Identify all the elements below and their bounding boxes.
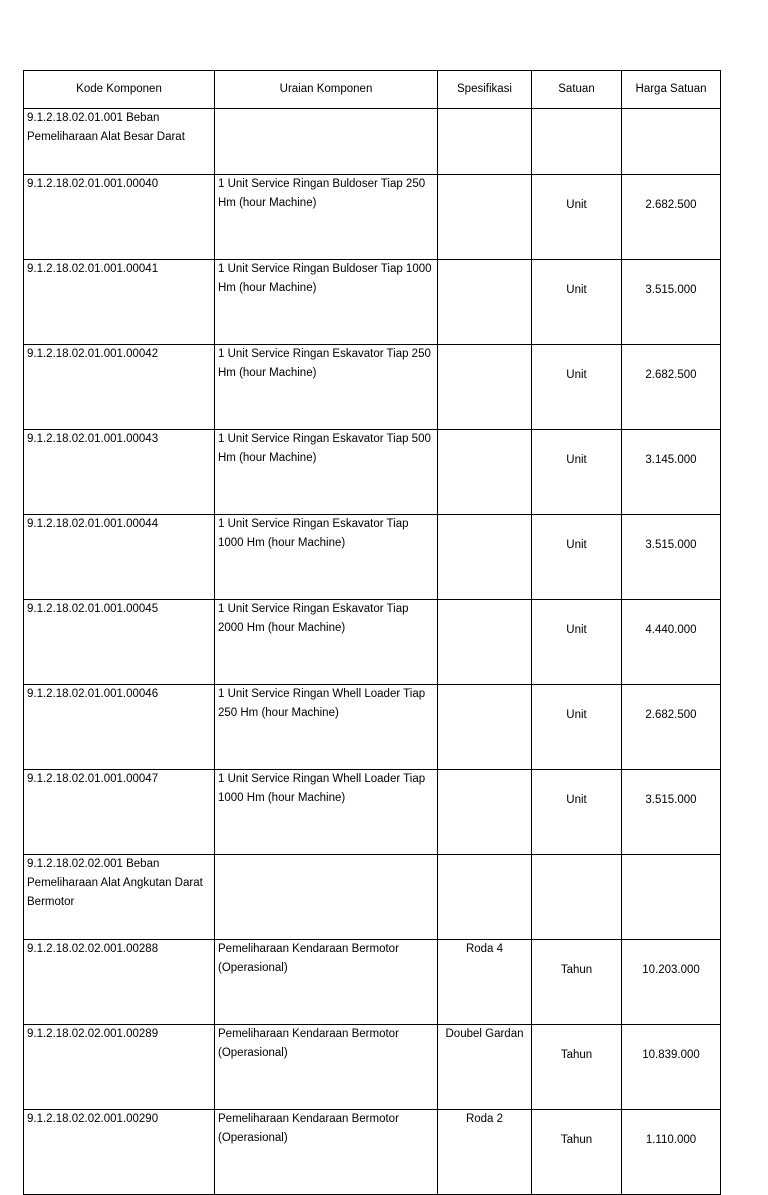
row-unit: Tahun — [532, 940, 622, 1025]
row-unit-price: 10.203.000 — [622, 940, 721, 1025]
row-unit-price — [622, 855, 721, 940]
row-specification — [438, 685, 532, 770]
row-code: 9.1.2.18.02.01.001.00045 — [24, 600, 215, 685]
header-unit: Satuan — [532, 71, 622, 109]
group-row — [24, 855, 721, 940]
row-unit-price: 10.839.000 — [622, 1025, 721, 1110]
row-code: 9.1.2.18.02.02.001.00289 — [24, 1025, 215, 1110]
row-unit-price: 3.145.000 — [622, 430, 721, 515]
table-row — [24, 260, 721, 345]
row-code: 9.1.2.18.02.01.001.00046 — [24, 685, 215, 770]
table-row — [24, 1025, 721, 1110]
row-description: Pemeliharaan Kendaraan Bermotor (Operasional) — [215, 1110, 438, 1195]
row-unit: Tahun — [532, 1025, 622, 1110]
row-specification: Doubel Gardan — [438, 1025, 532, 1110]
table-row — [24, 685, 721, 770]
row-unit-price — [622, 109, 721, 175]
table-row — [24, 1110, 721, 1195]
row-unit-price: 3.515.000 — [622, 515, 721, 600]
row-unit-price: 1.110.000 — [622, 1110, 721, 1195]
table-row — [24, 515, 721, 600]
row-unit: Unit — [532, 260, 622, 345]
row-specification — [438, 345, 532, 430]
row-unit-price: 2.682.500 — [622, 345, 721, 430]
row-code: 9.1.2.18.02.01.001.00042 — [24, 345, 215, 430]
row-specification: Roda 2 — [438, 1110, 532, 1195]
row-specification: Roda 4 — [438, 940, 532, 1025]
row-code: 9.1.2.18.02.01.001.00044 — [24, 515, 215, 600]
row-description: 1 Unit Service Ringan Eskavator Tiap 250 Hm (hour Machine) — [215, 345, 438, 430]
row-specification — [438, 430, 532, 515]
row-unit: Unit — [532, 600, 622, 685]
row-description: 1 Unit Service Ringan Whell Loader Tiap 1000 Hm (hour Machine) — [215, 770, 438, 855]
header-unit-price: Harga Satuan — [622, 71, 721, 109]
row-specification — [438, 109, 532, 175]
row-unit-price: 2.682.500 — [622, 685, 721, 770]
table-row — [24, 430, 721, 515]
row-unit — [532, 109, 622, 175]
row-description: 1 Unit Service Ringan Eskavator Tiap 2000 Hm (hour Machine) — [215, 600, 438, 685]
row-unit: Unit — [532, 685, 622, 770]
row-code: 9.1.2.18.02.01.001.00047 — [24, 770, 215, 855]
table-row — [24, 940, 721, 1025]
table-row — [24, 600, 721, 685]
row-description: 1 Unit Service Ringan Buldoser Tiap 1000 Hm (hour Machine) — [215, 260, 438, 345]
row-specification — [438, 515, 532, 600]
table-row — [24, 175, 721, 260]
row-unit: Unit — [532, 770, 622, 855]
row-description — [215, 855, 438, 940]
row-description: 1 Unit Service Ringan Eskavator Tiap 500 Hm (hour Machine) — [215, 430, 438, 515]
header-specification: Spesifikasi — [438, 71, 532, 109]
row-unit: Unit — [532, 515, 622, 600]
row-description: Pemeliharaan Kendaraan Bermotor (Operasional) — [215, 940, 438, 1025]
table-row — [24, 770, 721, 855]
component-price-table — [23, 70, 721, 1195]
row-unit-price: 2.682.500 — [622, 175, 721, 260]
row-specification — [438, 600, 532, 685]
row-description: 1 Unit Service Ringan Buldoser Tiap 250 Hm (hour Machine) — [215, 175, 438, 260]
row-unit: Unit — [532, 430, 622, 515]
row-unit: Unit — [532, 345, 622, 430]
header-code: Kode Komponen — [24, 71, 215, 109]
row-code: 9.1.2.18.02.02.001.00288 — [24, 940, 215, 1025]
row-unit-price: 4.440.000 — [622, 600, 721, 685]
row-code: 9.1.2.18.02.02.001.00290 — [24, 1110, 215, 1195]
group-row — [24, 109, 721, 175]
row-specification — [438, 855, 532, 940]
row-specification — [438, 175, 532, 260]
row-code: 9.1.2.18.02.01.001.00043 — [24, 430, 215, 515]
row-code: 9.1.2.18.02.01.001.00041 — [24, 260, 215, 345]
row-specification — [438, 770, 532, 855]
row-code: 9.1.2.18.02.01.001 Beban Pemeliharaan Alat Besar Darat — [24, 109, 215, 175]
row-unit-price: 3.515.000 — [622, 260, 721, 345]
row-unit-price: 3.515.000 — [622, 770, 721, 855]
row-specification — [438, 260, 532, 345]
row-description: 1 Unit Service Ringan Eskavator Tiap 1000 Hm (hour Machine) — [215, 515, 438, 600]
row-description: Pemeliharaan Kendaraan Bermotor (Operasional) — [215, 1025, 438, 1110]
row-unit: Unit — [532, 175, 622, 260]
row-unit: Tahun — [532, 1110, 622, 1195]
row-unit — [532, 855, 622, 940]
row-description — [215, 109, 438, 175]
table-row — [24, 345, 721, 430]
table-header-row — [24, 71, 721, 109]
header-description: Uraian Komponen — [215, 71, 438, 109]
row-description: 1 Unit Service Ringan Whell Loader Tiap 250 Hm (hour Machine) — [215, 685, 438, 770]
row-code: 9.1.2.18.02.01.001.00040 — [24, 175, 215, 260]
row-code: 9.1.2.18.02.02.001 Beban Pemeliharaan Alat Angkutan Darat Bermotor — [24, 855, 215, 940]
